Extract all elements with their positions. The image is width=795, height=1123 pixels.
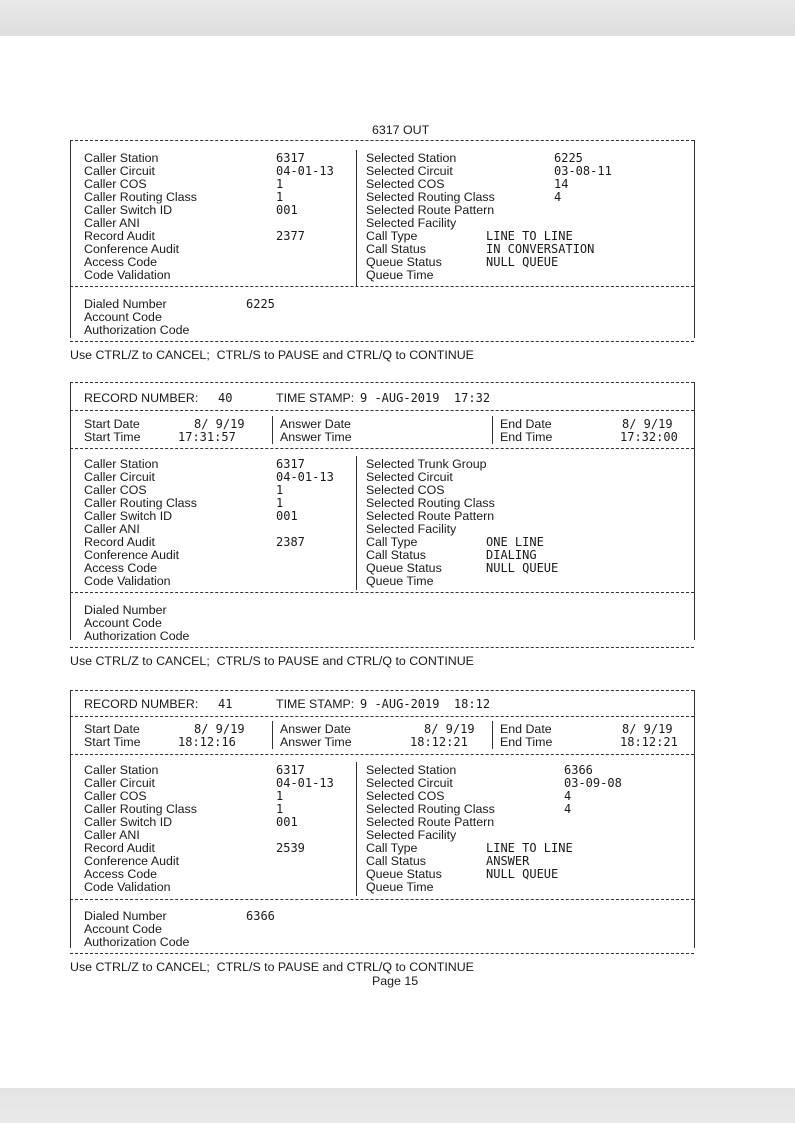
- label-selected-facility: Selected Facility: [366, 216, 457, 230]
- value-caller-switch-id: 001: [276, 203, 298, 217]
- label-caller-station: Caller Station: [84, 457, 159, 471]
- label-selected-cos: Selected COS: [366, 177, 445, 191]
- value-call-type: ONE LINE: [486, 535, 544, 549]
- column-divider: [272, 416, 273, 444]
- label-selected-routing-class: Selected Routing Class: [366, 190, 495, 204]
- divider: [70, 754, 694, 755]
- value-end-time: 17:32:00: [620, 430, 678, 444]
- value-caller-station: 6317: [276, 151, 305, 165]
- label-start-time: Start Time: [84, 430, 141, 444]
- value-call-status: IN CONVERSATION: [486, 242, 595, 256]
- border-right: [694, 382, 695, 640]
- footer-text: Use CTRL/Z to CANCEL; CTRL/S to PAUSE and CTRL/Q to CONTINUE: [70, 960, 474, 974]
- label-caller-switch-id: Caller Switch ID: [84, 509, 173, 523]
- column-divider: [356, 762, 357, 896]
- value-selected-routing-class: 4: [554, 190, 562, 204]
- border-right: [694, 140, 695, 286]
- label-caller-cos: Caller COS: [84, 177, 147, 191]
- value-selected-cos: 14: [554, 177, 569, 191]
- label-selected-cos: Selected COS: [366, 789, 445, 803]
- value-dialed-number: 6366: [246, 909, 275, 923]
- value-record-number: 40: [218, 391, 233, 405]
- label-caller-circuit: Caller Circuit: [84, 470, 155, 484]
- label-caller-switch-id: Caller Switch ID: [84, 203, 173, 217]
- label-time-stamp: TIME STAMP:: [276, 697, 355, 711]
- label-queue-time: Queue Time: [366, 574, 434, 588]
- label-code-validation: Code Validation: [84, 574, 171, 588]
- divider: [70, 592, 694, 593]
- label-code-validation: Code Validation: [84, 880, 171, 894]
- divider: [70, 448, 694, 449]
- label-start-date: Start Date: [84, 417, 140, 431]
- value-call-status: ANSWER: [486, 854, 530, 868]
- label-conference-audit: Conference Audit: [84, 242, 180, 256]
- label-start-date: Start Date: [84, 722, 140, 736]
- label-caller-circuit: Caller Circuit: [84, 164, 155, 178]
- label-end-date: End Date: [500, 417, 552, 431]
- label-access-code: Access Code: [84, 867, 158, 881]
- label-selected-circuit: Selected Circuit: [366, 470, 453, 484]
- label-selected-route-pattern: Selected Route Pattern: [366, 815, 495, 829]
- label-selected-routing-class: Selected Routing Class: [366, 802, 495, 816]
- value-end-date: 8/ 9/19: [622, 722, 673, 736]
- value-queue-status: NULL QUEUE: [486, 867, 559, 881]
- divider: [70, 690, 694, 691]
- value-record-audit: 2539: [276, 841, 305, 855]
- value-start-time: 18:12:16: [178, 735, 236, 749]
- value-selected-routing-class: 4: [564, 802, 572, 816]
- value-end-date: 8/ 9/19: [622, 417, 673, 431]
- label-caller-cos: Caller COS: [84, 789, 147, 803]
- label-selected-circuit: Selected Circuit: [366, 164, 453, 178]
- value-call-type: LINE TO LINE: [486, 841, 573, 855]
- label-call-status: Call Status: [366, 242, 426, 256]
- label-conference-audit: Conference Audit: [84, 854, 180, 868]
- label-access-code: Access Code: [84, 561, 158, 575]
- value-selected-circuit: 03-09-08: [564, 776, 622, 790]
- label-selected-route-pattern: Selected Route Pattern: [366, 509, 495, 523]
- value-call-status: DIALING: [486, 548, 537, 562]
- label-time-stamp: TIME STAMP:: [276, 391, 355, 405]
- label-answer-date: Answer Date: [280, 417, 351, 431]
- label-end-date: End Date: [500, 722, 552, 736]
- label-selected-station: Selected Station: [366, 763, 457, 777]
- value-record-audit: 2377: [276, 229, 305, 243]
- divider: [70, 382, 694, 383]
- value-queue-status: NULL QUEUE: [486, 561, 559, 575]
- divider: [70, 286, 694, 287]
- value-caller-cos: 1: [276, 177, 284, 191]
- label-authorization-code: Authorization Code: [84, 935, 190, 949]
- scan-edge-bottom: [0, 1088, 795, 1123]
- value-caller-circuit: 04-01-13: [276, 470, 334, 484]
- label-selected-station: Selected Station: [366, 151, 457, 165]
- value-start-date: 8/ 9/19: [194, 722, 245, 736]
- label-caller-routing-class: Caller Routing Class: [84, 496, 197, 510]
- label-end-time: End Time: [500, 735, 553, 749]
- record-heading: 6317 OUT: [372, 123, 430, 137]
- label-start-time: Start Time: [84, 735, 141, 749]
- value-caller-routing-class: 1: [276, 496, 284, 510]
- column-divider: [272, 721, 273, 749]
- value-caller-station: 6317: [276, 763, 305, 777]
- divider: [70, 410, 694, 411]
- value-time-stamp: 9 -AUG-2019 18:12: [360, 697, 491, 711]
- label-authorization-code: Authorization Code: [84, 323, 190, 337]
- divider: [70, 341, 694, 342]
- value-record-number: 41: [218, 697, 233, 711]
- value-selected-station: 6366: [564, 763, 593, 777]
- divider: [70, 716, 694, 717]
- border-left: [70, 286, 71, 338]
- label-caller-switch-id: Caller Switch ID: [84, 815, 173, 829]
- label-caller-cos: Caller COS: [84, 483, 147, 497]
- divider: [70, 140, 694, 141]
- divider: [70, 647, 694, 648]
- label-selected-cos: Selected COS: [366, 483, 445, 497]
- value-answer-date: 8/ 9/19: [424, 722, 475, 736]
- label-record-number: RECORD NUMBER:: [84, 391, 199, 405]
- value-selected-station: 6225: [554, 151, 583, 165]
- label-end-time: End Time: [500, 430, 553, 444]
- label-queue-status: Queue Status: [366, 561, 442, 575]
- label-call-type: Call Type: [366, 841, 418, 855]
- label-account-code: Account Code: [84, 922, 162, 936]
- label-selected-route-pattern: Selected Route Pattern: [366, 203, 495, 217]
- label-dialed-number: Dialed Number: [84, 909, 167, 923]
- label-account-code: Account Code: [84, 310, 162, 324]
- value-call-type: LINE TO LINE: [486, 229, 573, 243]
- value-queue-status: NULL QUEUE: [486, 255, 559, 269]
- value-start-time: 17:31:57: [178, 430, 236, 444]
- value-record-audit: 2387: [276, 535, 305, 549]
- footer-text: Use CTRL/Z to CANCEL; CTRL/S to PAUSE and CTRL/Q to CONTINUE: [70, 654, 474, 668]
- label-queue-time: Queue Time: [366, 880, 434, 894]
- value-dialed-number: 6225: [246, 297, 275, 311]
- value-selected-cos: 4: [564, 789, 572, 803]
- column-divider: [492, 721, 493, 749]
- column-divider: [492, 416, 493, 444]
- divider: [70, 953, 694, 954]
- label-selected-facility: Selected Facility: [366, 828, 457, 842]
- label-queue-status: Queue Status: [366, 255, 442, 269]
- value-start-date: 8/ 9/19: [194, 417, 245, 431]
- label-caller-station: Caller Station: [84, 151, 159, 165]
- label-authorization-code: Authorization Code: [84, 629, 190, 643]
- label-queue-status: Queue Status: [366, 867, 442, 881]
- label-selected-circuit: Selected Circuit: [366, 776, 453, 790]
- label-caller-routing-class: Caller Routing Class: [84, 190, 197, 204]
- label-queue-time: Queue Time: [366, 268, 434, 282]
- label-answer-date: Answer Date: [280, 722, 351, 736]
- page-number: Page 15: [372, 974, 419, 988]
- value-caller-circuit: 04-01-13: [276, 776, 334, 790]
- value-selected-circuit: 03-08-11: [554, 164, 612, 178]
- value-caller-circuit: 04-01-13: [276, 164, 334, 178]
- label-answer-time: Answer Time: [280, 430, 352, 444]
- label-record-audit: Record Audit: [84, 841, 155, 855]
- label-record-audit: Record Audit: [84, 535, 155, 549]
- label-answer-time: Answer Time: [280, 735, 352, 749]
- scan-edge-top: [0, 0, 795, 36]
- value-caller-routing-class: 1: [276, 802, 284, 816]
- label-dialed-number: Dialed Number: [84, 297, 167, 311]
- label-caller-ani: Caller ANI: [84, 216, 140, 230]
- label-selected-trunk-group: Selected Trunk Group: [366, 457, 487, 471]
- label-call-type: Call Type: [366, 229, 418, 243]
- value-caller-switch-id: 001: [276, 815, 298, 829]
- column-divider: [356, 456, 357, 590]
- value-caller-cos: 1: [276, 789, 284, 803]
- footer-text: Use CTRL/Z to CANCEL; CTRL/S to PAUSE and CTRL/Q to CONTINUE: [70, 348, 474, 362]
- value-caller-cos: 1: [276, 483, 284, 497]
- value-time-stamp: 9 -AUG-2019 17:32: [360, 391, 491, 405]
- border-left: [70, 690, 71, 948]
- border-left: [70, 140, 71, 286]
- label-caller-station: Caller Station: [84, 763, 159, 777]
- border-right: [694, 690, 695, 948]
- label-caller-routing-class: Caller Routing Class: [84, 802, 197, 816]
- label-caller-ani: Caller ANI: [84, 828, 140, 842]
- border-right: [694, 286, 695, 338]
- label-record-audit: Record Audit: [84, 229, 155, 243]
- column-divider: [356, 150, 357, 286]
- divider: [70, 899, 694, 900]
- label-call-status: Call Status: [366, 854, 426, 868]
- label-dialed-number: Dialed Number: [84, 603, 167, 617]
- value-caller-switch-id: 001: [276, 509, 298, 523]
- label-caller-circuit: Caller Circuit: [84, 776, 155, 790]
- label-call-type: Call Type: [366, 535, 418, 549]
- value-caller-station: 6317: [276, 457, 305, 471]
- label-call-status: Call Status: [366, 548, 426, 562]
- label-caller-ani: Caller ANI: [84, 522, 140, 536]
- label-selected-facility: Selected Facility: [366, 522, 457, 536]
- label-selected-routing-class: Selected Routing Class: [366, 496, 495, 510]
- label-access-code: Access Code: [84, 255, 158, 269]
- value-caller-routing-class: 1: [276, 190, 284, 204]
- value-answer-time: 18:12:21: [410, 735, 468, 749]
- value-end-time: 18:12:21: [620, 735, 678, 749]
- label-conference-audit: Conference Audit: [84, 548, 180, 562]
- label-record-number: RECORD NUMBER:: [84, 697, 199, 711]
- border-left: [70, 382, 71, 640]
- label-account-code: Account Code: [84, 616, 162, 630]
- label-code-validation: Code Validation: [84, 268, 171, 282]
